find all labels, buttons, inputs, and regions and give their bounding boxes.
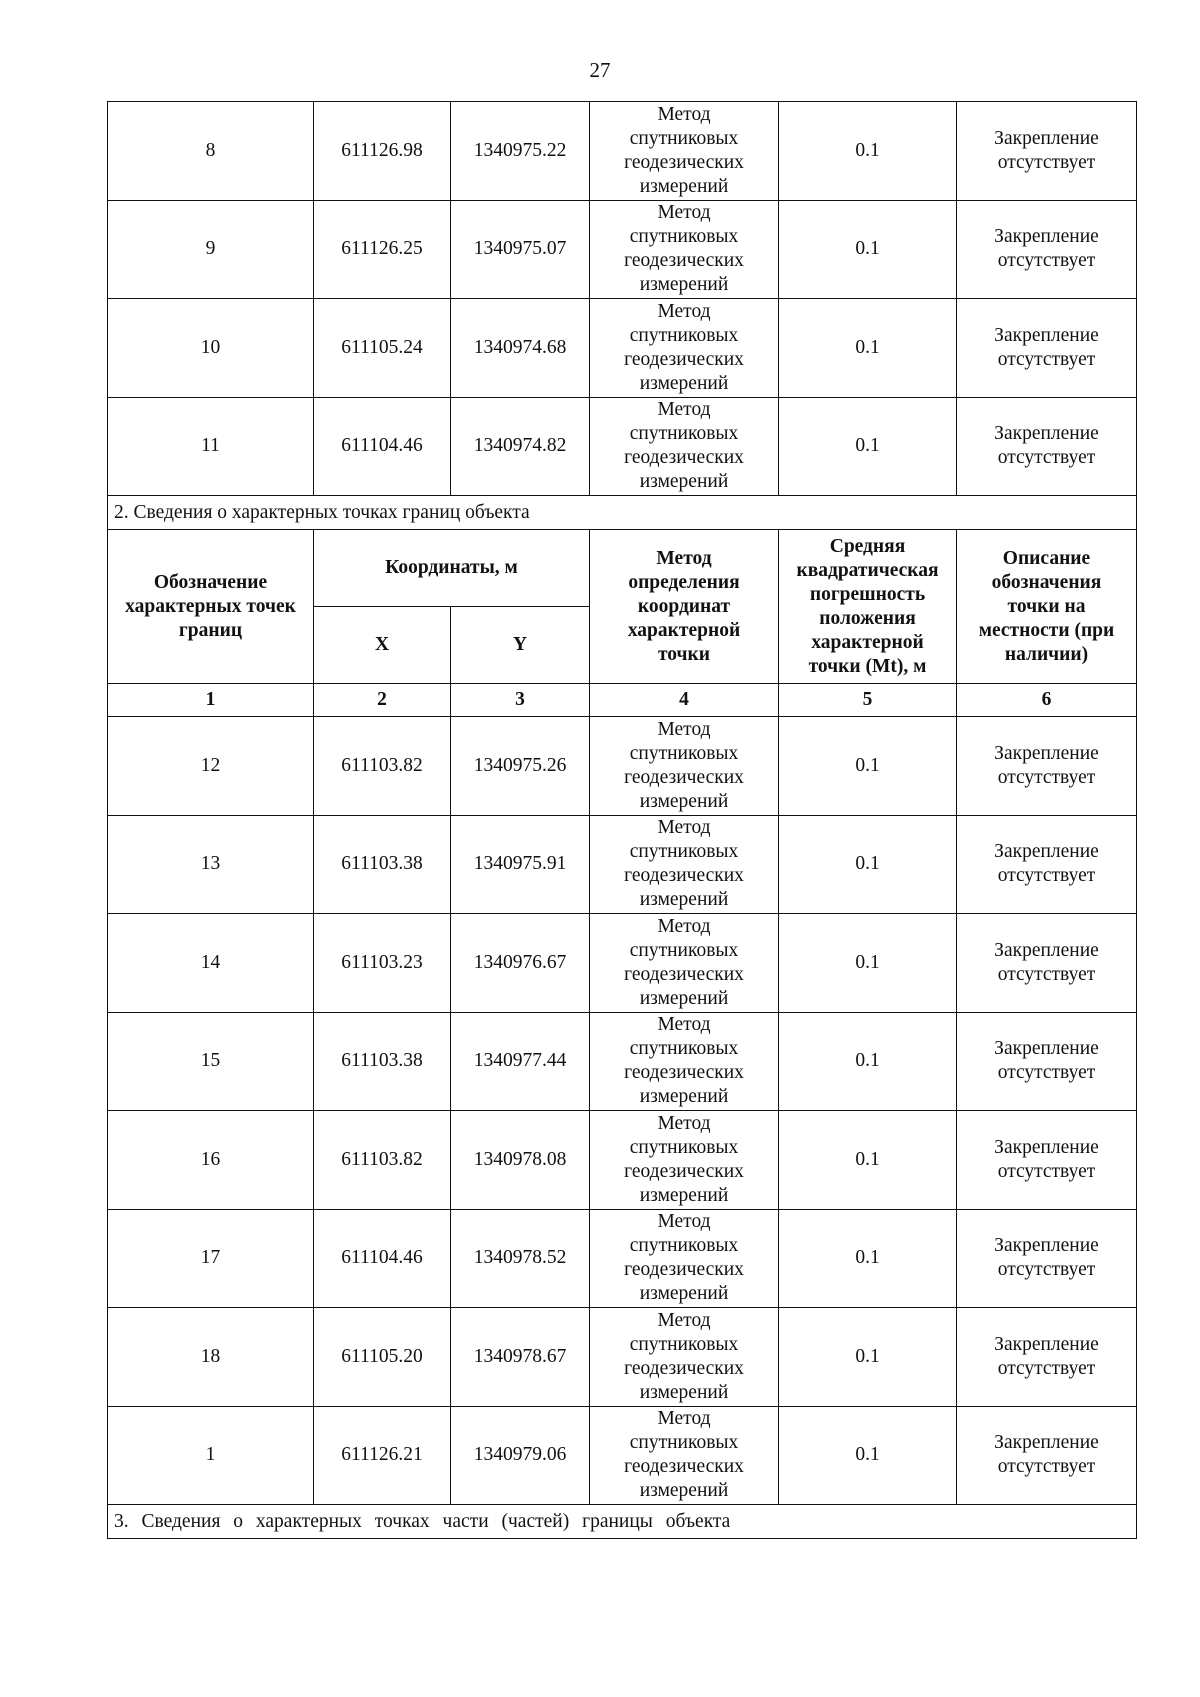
mt-value: 0.1 [779, 1111, 957, 1210]
method-cell [590, 914, 779, 1013]
header-col4-line: определения [628, 571, 740, 593]
method-line: Метод [657, 1014, 711, 1036]
method-line: измерений [639, 1184, 729, 1206]
description-line: отсутствует [997, 1456, 1096, 1478]
method-line: измерений [639, 471, 729, 493]
table-row [108, 1308, 1137, 1407]
coord-y: 1340975.07 [451, 200, 590, 299]
table-row [108, 1012, 1137, 1111]
method-line: измерений [639, 1086, 729, 1108]
header-col4-line: координат [637, 595, 731, 617]
description-cell [957, 200, 1137, 299]
method-cell [590, 1406, 779, 1505]
method-line: геодезических [624, 151, 744, 173]
table-row [108, 815, 1137, 914]
method-line: Метод [657, 718, 711, 740]
mt-value: 0.1 [779, 717, 957, 816]
column-number: 6 [957, 684, 1137, 717]
method-line: геодезических [624, 766, 744, 788]
section-3-title: 3. Сведения о характерных точках части (частей) границы объекта [108, 1505, 1137, 1539]
method-line: спутниковых [629, 1333, 739, 1355]
method-line: Метод [657, 202, 711, 224]
table-row [108, 1111, 1137, 1210]
table-row [108, 200, 1137, 299]
header-x: X [314, 607, 451, 684]
coord-x: 611104.46 [314, 1209, 451, 1308]
method-line: геодезических [624, 250, 744, 272]
description-cell [957, 914, 1137, 1013]
method-cell [590, 717, 779, 816]
point-number: 18 [108, 1308, 314, 1407]
description-cell [957, 1111, 1137, 1210]
description-line: отсутствует [997, 1357, 1096, 1379]
description-line: Закрепление [994, 1333, 1099, 1355]
method-cell [590, 1111, 779, 1210]
mt-value: 0.1 [779, 299, 957, 398]
method-line: измерений [639, 1480, 729, 1502]
header-col1-line: границ [178, 619, 243, 641]
header-point-designation [108, 530, 314, 684]
header-col6-line: наличии) [1004, 643, 1089, 665]
method-line: спутниковых [629, 1235, 739, 1257]
point-number: 1 [108, 1406, 314, 1505]
description-line: отсутствует [997, 447, 1096, 469]
method-line: спутниковых [629, 1432, 739, 1454]
description-line: Закрепление [994, 1432, 1099, 1454]
page-number: 27 [589, 58, 611, 82]
method-line: Метод [657, 1309, 711, 1331]
point-number: 15 [108, 1012, 314, 1111]
method-line: Метод [657, 817, 711, 839]
coord-x: 611105.24 [314, 299, 451, 398]
column-number: 4 [590, 684, 779, 717]
method-line: измерений [639, 987, 729, 1009]
method-line: Метод [657, 1112, 711, 1134]
method-line: геодезических [624, 1259, 744, 1281]
description-line: отсутствует [997, 766, 1096, 788]
mt-value: 0.1 [779, 1308, 957, 1407]
description-line: отсутствует [997, 250, 1096, 272]
top-rows [108, 102, 1137, 496]
header-col4-line: характерной [627, 619, 741, 641]
column-number: 2 [314, 684, 451, 717]
coord-x: 611104.46 [314, 397, 451, 496]
table-row [108, 397, 1137, 496]
description-line: Закрепление [994, 226, 1099, 248]
method-cell [590, 815, 779, 914]
point-number: 8 [108, 102, 314, 201]
bottom-rows [108, 717, 1137, 1505]
description-line: Закрепление [994, 1235, 1099, 1257]
header-col5-line: погрешность [809, 583, 926, 605]
coord-y: 1340977.44 [451, 1012, 590, 1111]
method-cell [590, 1012, 779, 1111]
coord-x: 611103.38 [314, 1012, 451, 1111]
header-method [590, 530, 779, 684]
method-line: измерений [639, 790, 729, 812]
header-col5-line: характерной [811, 631, 924, 653]
method-cell [590, 102, 779, 201]
coord-x: 611126.21 [314, 1406, 451, 1505]
header-col6-line: точки на [1007, 595, 1086, 617]
header-col5-line: положения [819, 607, 916, 629]
method-line: измерений [639, 889, 729, 911]
description-line: отсутствует [997, 348, 1096, 370]
section-2-title: 2. Сведения о характерных точках границ объекта [108, 496, 1137, 530]
method-line: геодезических [624, 447, 744, 469]
description-cell [957, 1012, 1137, 1111]
description-line: Закрепление [994, 742, 1099, 764]
coord-x: 611126.25 [314, 200, 451, 299]
mt-value: 0.1 [779, 914, 957, 1013]
header-description [957, 530, 1137, 684]
header-col1-line: характерных точек [125, 595, 296, 617]
column-number: 3 [451, 684, 590, 717]
method-line: геодезических [624, 1062, 744, 1084]
header-col4-line: Метод [656, 547, 712, 569]
table-row [108, 102, 1137, 201]
description-line: отсутствует [997, 1062, 1096, 1084]
coord-y: 1340975.26 [451, 717, 590, 816]
coord-y: 1340975.91 [451, 815, 590, 914]
section-3 [108, 1505, 1137, 1539]
header-col1-line: Обозначение [153, 571, 268, 593]
description-cell [957, 1406, 1137, 1505]
description-line: Закрепление [994, 939, 1099, 961]
method-line: измерений [639, 274, 729, 296]
method-cell [590, 1308, 779, 1407]
description-line: Закрепление [994, 1136, 1099, 1158]
method-line: геодезических [624, 865, 744, 887]
description-cell [957, 102, 1137, 201]
method-cell [590, 1209, 779, 1308]
point-number: 17 [108, 1209, 314, 1308]
method-line: спутниковых [629, 841, 739, 863]
description-line: Закрепление [994, 127, 1099, 149]
method-line: Метод [657, 1408, 711, 1430]
method-line: спутниковых [629, 423, 739, 445]
description-cell [957, 815, 1137, 914]
point-number: 13 [108, 815, 314, 914]
description-line: Закрепление [994, 841, 1099, 863]
table-row [108, 1406, 1137, 1505]
description-cell [957, 1209, 1137, 1308]
method-line: измерений [639, 1381, 729, 1403]
method-line: геодезических [624, 1160, 744, 1182]
coord-x: 611126.98 [314, 102, 451, 201]
mt-value: 0.1 [779, 102, 957, 201]
coord-y: 1340975.22 [451, 102, 590, 201]
coord-x: 611105.20 [314, 1308, 451, 1407]
description-cell [957, 1308, 1137, 1407]
coord-y: 1340978.52 [451, 1209, 590, 1308]
section-2-row [108, 496, 1137, 530]
point-number: 10 [108, 299, 314, 398]
description-line: отсутствует [997, 151, 1096, 173]
method-line: Метод [657, 399, 711, 421]
coord-y: 1340979.06 [451, 1406, 590, 1505]
header-col5-line: точки (Mt), м [808, 655, 927, 677]
header-col5-line: Средняя [829, 535, 906, 557]
coord-x: 611103.38 [314, 815, 451, 914]
table-row [108, 299, 1137, 398]
method-line: Метод [657, 1211, 711, 1233]
mt-value: 0.1 [779, 1012, 957, 1111]
method-line: геодезических [624, 348, 744, 370]
description-cell [957, 717, 1137, 816]
point-number: 16 [108, 1111, 314, 1210]
table-row [108, 1209, 1137, 1308]
method-line: спутниковых [629, 226, 739, 248]
header-col6-line: обозначения [991, 571, 1102, 593]
coord-y: 1340978.67 [451, 1308, 590, 1407]
point-number: 9 [108, 200, 314, 299]
point-number: 14 [108, 914, 314, 1013]
mt-value: 0.1 [779, 397, 957, 496]
coord-y: 1340974.68 [451, 299, 590, 398]
method-cell [590, 299, 779, 398]
header-col4-line: точки [657, 643, 711, 665]
method-line: Метод [657, 915, 711, 937]
method-line: спутниковых [629, 742, 739, 764]
method-line: измерений [639, 1283, 729, 1305]
coord-y: 1340978.08 [451, 1111, 590, 1210]
column-number: 1 [108, 684, 314, 717]
method-line: спутниковых [629, 1038, 739, 1060]
header-y: Y [451, 607, 590, 684]
method-line: измерений [639, 372, 729, 394]
header-mean-square-error [779, 530, 957, 684]
table-row [108, 717, 1137, 816]
coord-y: 1340974.82 [451, 397, 590, 496]
description-line: отсутствует [997, 963, 1096, 985]
coord-y: 1340976.67 [451, 914, 590, 1013]
description-line: Закрепление [994, 324, 1099, 346]
description-line: Закрепление [994, 1038, 1099, 1060]
section-3-row [108, 1505, 1137, 1539]
method-line: геодезических [624, 963, 744, 985]
coord-x: 611103.23 [314, 914, 451, 1013]
description-line: отсутствует [997, 1160, 1096, 1182]
mt-value: 0.1 [779, 815, 957, 914]
method-line: спутниковых [629, 939, 739, 961]
header-col6-line: местности (при [978, 619, 1115, 641]
header-col6-line: Описание [1002, 547, 1091, 569]
column-numbers-row [108, 684, 1137, 717]
method-line: геодезических [624, 1456, 744, 1478]
point-number: 11 [108, 397, 314, 496]
description-line: отсутствует [997, 865, 1096, 887]
method-line: спутниковых [629, 324, 739, 346]
description-cell [957, 299, 1137, 398]
section-2 [108, 496, 1137, 717]
coord-x: 611103.82 [314, 717, 451, 816]
header-row-1 [108, 530, 1137, 607]
table-row [108, 914, 1137, 1013]
mt-value: 0.1 [779, 1209, 957, 1308]
coord-x: 611103.82 [314, 1111, 451, 1210]
method-line: Метод [657, 300, 711, 322]
method-line: измерений [639, 175, 729, 197]
description-line: Закрепление [994, 423, 1099, 445]
point-number: 12 [108, 717, 314, 816]
method-line: геодезических [624, 1357, 744, 1379]
method-cell [590, 397, 779, 496]
header-col5-line: квадратическая [796, 559, 939, 581]
mt-value: 0.1 [779, 1406, 957, 1505]
description-cell [957, 397, 1137, 496]
column-number: 5 [779, 684, 957, 717]
method-line: Метод [657, 103, 711, 125]
method-cell [590, 200, 779, 299]
method-line: спутниковых [629, 127, 739, 149]
header-coordinates: Координаты, м [314, 530, 590, 607]
method-line: спутниковых [629, 1136, 739, 1158]
mt-value: 0.1 [779, 200, 957, 299]
description-line: отсутствует [997, 1259, 1096, 1281]
boundary-points-table [107, 101, 1137, 1539]
